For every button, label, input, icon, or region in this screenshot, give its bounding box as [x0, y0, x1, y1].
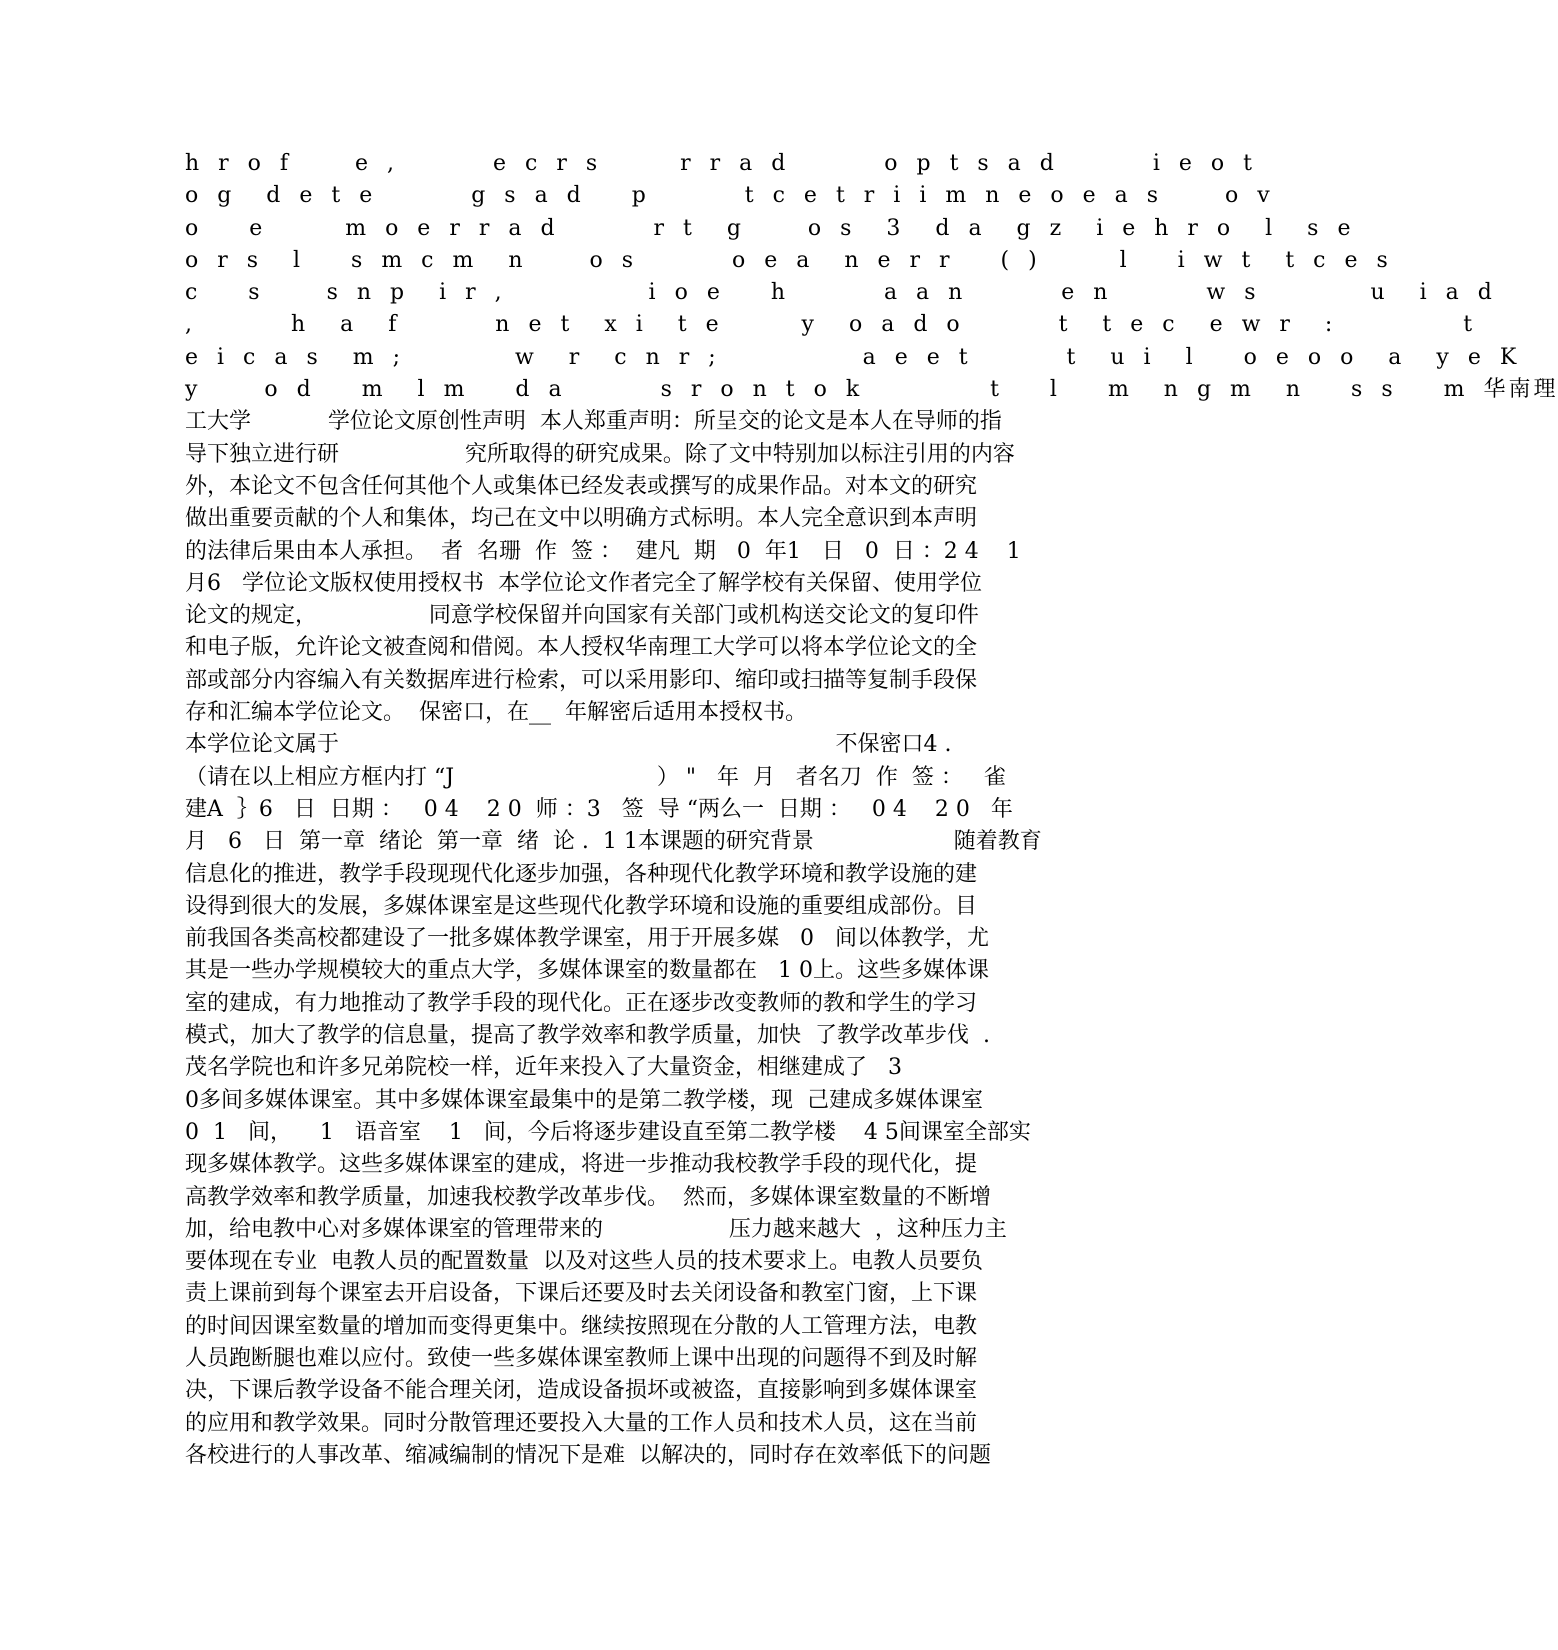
text-line: 加，给电教中心对多媒体课室的管理带来的 压力越来越大 ，这种压力主: [185, 1216, 1007, 1242]
text-line: 工大学 学位论文原创性声明 本人郑重声明：所呈交的论文是本人在导师的指: [185, 409, 1002, 435]
text-line: 其是一些办学规模较大的重点大学，多媒体课室的数量都在 1 0上。这些多媒体课: [185, 958, 989, 984]
text-line: o g d e t e g s a d p t c e t r i i m n e o e a s o v: [185, 183, 1273, 209]
text-line: 室的建成，有力地推动了教学手段的现代化。正在逐步改变教师的教和学生的学习: [185, 990, 978, 1016]
text-line: 信息化的推进，教学手段现现代化逐步加强，各种现代化教学环境和教学设施的建: [185, 861, 978, 887]
text-line: e i c a s m ; w r c n r ; a e e t t u i l o e o o a y e K: [185, 344, 1520, 370]
text-line: c s s n p i r , i o e h a a n e n w s u i a d: [185, 280, 1495, 306]
text-line: 的法律后果由本人承担。 者 名珊 作 签 ： 建凡 期 0 年1 日 0 日 ：2 4 1: [185, 538, 1021, 564]
text-line: h r o f e , e c r s r r a d o p t s a d i e o t: [185, 151, 1255, 176]
text-line: 模式，加大了教学的信息量，提高了教学效率和教学质量，加快 了教学改革步伐 .: [185, 1023, 990, 1049]
text-line: 前我国各类高校都建设了一批多媒体教学课室，用于开展多媒 0 间以体教学，尤: [185, 926, 989, 952]
text-line: 高教学效率和教学质量，加速我校教学改革步伐。 然而，多媒体课室数量的不断增: [185, 1184, 991, 1210]
text-line: 0多间多媒体课室。其中多媒体课室最集中的是第二教学楼，现 己建成多媒体课室: [185, 1087, 983, 1113]
document-text-block: [185, 148, 1558, 1472]
text-line: 责上课前到每个课室去开启设备，下课后还要及时去关闭设备和教室门窗，上下课: [185, 1281, 978, 1307]
text-line: 论文的规定， 同意学校保留并向国家有关部门或机构送交论文的复印件: [185, 603, 979, 629]
text-line: 本学位论文属于 不保密口4 .: [185, 732, 952, 758]
text-line: 做出重要贡献的个人和集体，均己在文中以明确方式标明。本人完全意识到本声明: [185, 506, 978, 532]
text-line: 建A ｝6 日 日期 ： 0 4 2 0 师 ：3 签 导 “两么一 日期 ： 0 4 2 0 年: [185, 796, 1013, 822]
text-line: （请在以上相应方框内打 “J ） " 年 月 者名刀 作 签 ： 雀: [185, 764, 1006, 790]
text-line: 0 1 间， 1 语音室 1 间，今后将逐步建设直至第二教学楼 4 5间课室全部实: [185, 1119, 1031, 1145]
text-line: 各校进行的人事改革、缩减编制的情况下是难 以解决的，同时存在效率低下的问题: [185, 1442, 991, 1468]
text-line: 要体现在专业 电教人员的配置数量 以及对这些人员的技术要求上。电教人员要负: [185, 1249, 983, 1275]
text-line: 和电子版，允许论文被查阅和借阅。本人授权华南理工大学可以将本学位论文的全: [185, 635, 978, 661]
text-line: y o d m l m d a s r o n t o k t l m n g m n s s m 华南理: [185, 377, 1558, 403]
text-line: 的应用和教学效果。同时分散管理还要投入大量的工作人员和技术人员，这在当前: [185, 1410, 978, 1436]
text-line: 设得到很大的发展，多媒体课室是这些现代化教学环境和设施的重要组成部份。目: [185, 893, 978, 919]
text-line: 导下独立进行研 究所取得的研究成果。除了文中特别加以标注引用的内容: [185, 441, 1015, 467]
text-line: 月6 学位论文版权使用授权书 本学位论文作者完全了解学校有关保留、使用学位: [185, 570, 982, 596]
text-line: 现多媒体教学。这些多媒体课室的建成，将进一步推动我校教学手段的现代化，提: [185, 1152, 978, 1178]
text-line: 存和汇编本学位论文。 保密口，在__ 年解密后适用本授权书。: [185, 700, 807, 726]
text-line: 月 6 日 第一章 绪论 第一章 绪 论 . 1 1本课题的研究背景 随着教育: [185, 829, 1042, 855]
text-line: 部或部分内容编入有关数据库进行检索，可以采用影印、缩印或扫描等复制手段保: [185, 667, 978, 693]
text-line: 的时间因课室数量的增加而变得更集中。继续按照现在分散的人工管理方法，电教: [185, 1313, 978, 1339]
text-line: 外，本论文不包含任何其他个人或集体已经发表或撰写的成果作品。对本文的研究: [185, 473, 978, 499]
text-line: o e m o e r r a d r t g o s 3 d a g z i e h r o l s e: [185, 215, 1354, 241]
text-line: 茂名学院也和许多兄弟院校一样，近年来投入了大量资金，相继建成了 3: [185, 1055, 902, 1081]
text-line: , h a f n e t x i t e y o a d o t t e c e w r : t: [185, 312, 1476, 338]
text-line: 决，下课后教学设备不能合理关闭，造成设备损坏或被盗，直接影响到多媒体课室: [185, 1378, 978, 1404]
text-line: 人员跑断腿也难以应付。致使一些多媒体课室教师上课中出现的问题得不到及时解: [185, 1345, 978, 1371]
text-line: o r s l s m c m n o s o e a n e r r ( ) l i w t t c e s: [185, 247, 1391, 273]
